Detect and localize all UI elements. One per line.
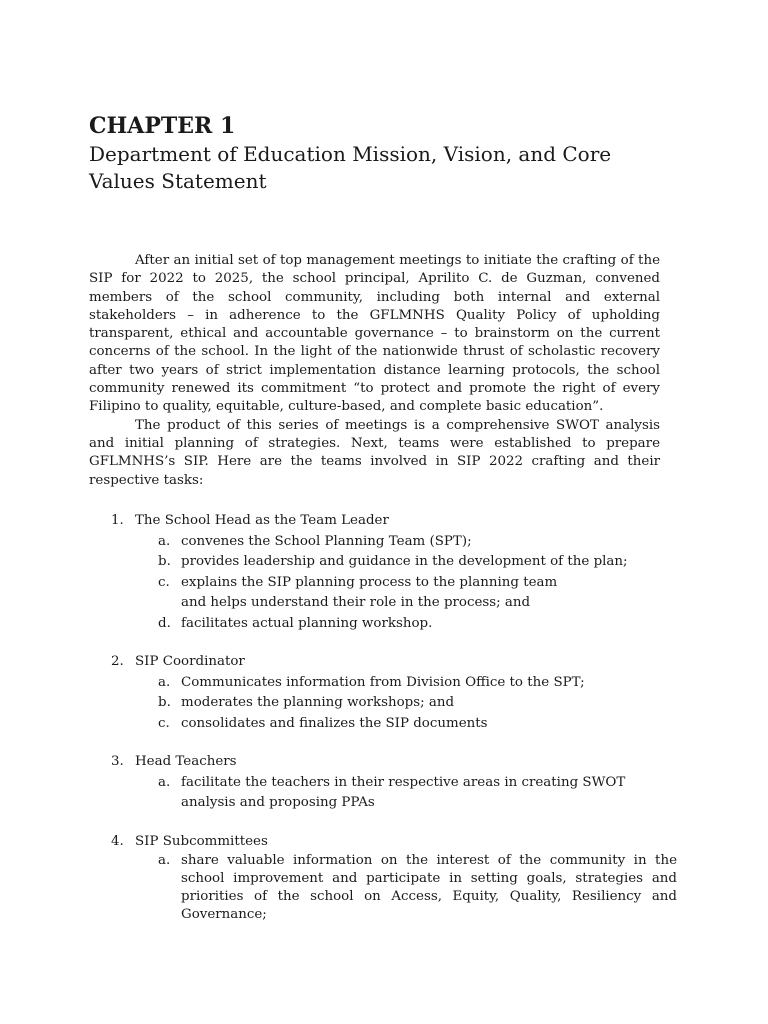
task-letter: b.	[158, 554, 171, 569]
task-item	[89, 573, 586, 614]
task-text: explains the SIP planning process to the planning team and helps understand their role in the process; and	[181, 574, 558, 610]
task-text: share valuable information on the interest of the community in the school improvement and participate in setting goals, strategies and priorities of the school on Access, Equity, Quality, Resiliency and Governance;	[181, 853, 677, 922]
task-item	[89, 532, 677, 553]
team-number: 1.	[111, 513, 124, 528]
team-title	[89, 752, 677, 773]
task-list	[89, 532, 677, 635]
task-letter: a.	[158, 774, 171, 790]
task-letter: a.	[158, 853, 171, 868]
task-item	[89, 714, 677, 735]
team-item	[89, 752, 677, 814]
team-title-text: SIP Coordinator	[135, 654, 245, 669]
team-item	[89, 832, 677, 925]
team-title-text: SIP Subcommittees	[135, 833, 268, 849]
team-number: 4.	[111, 833, 124, 849]
task-letter: d.	[158, 615, 171, 631]
task-letter: c.	[158, 574, 170, 590]
task-text: facilitate the teachers in their respective areas in creating SWOT analysis and proposing PPAs	[181, 774, 626, 810]
task-letter: c.	[158, 715, 170, 731]
task-item	[89, 673, 677, 694]
task-item	[89, 852, 677, 924]
intro-text	[89, 252, 660, 490]
team-item	[89, 652, 677, 734]
task-letter: a.	[158, 533, 171, 549]
team-number: 2.	[111, 654, 124, 669]
task-list	[89, 852, 677, 924]
task-item	[89, 552, 677, 573]
paragraph: After an initial set of top management meetings to initiate the crafting of the SIP for 2022 to 2025, the school principal, Aprilito C. de Guzman, convened members of the school community, including both internal and external stakeholders – in adherence to the GFLMNHS Quality Policy of upholding transparent, ethical and accountable governance – to brainstorm on the current concerns of the school. In the light of the nationwide thrust of scholastic recovery after two years of strict implementation distance learning protocols, the school community renewed its commitment “to protect and promote the right of every Filipino to quality, equitable, culture-based, and complete basic education”.	[89, 253, 660, 415]
task-list	[89, 773, 677, 814]
task-letter: b.	[158, 695, 171, 710]
task-item	[89, 614, 677, 635]
chapter-title: Department of Education Mission, Vision, and Core Values Statement	[89, 142, 612, 193]
task-item	[89, 773, 677, 814]
task-text: convenes the School Planning Team (SPT);	[181, 533, 472, 549]
team-title-text: The School Head as the Team Leader	[135, 513, 389, 528]
team-item	[89, 511, 677, 634]
team-title	[89, 832, 677, 853]
team-title	[89, 652, 677, 673]
task-letter: a.	[158, 674, 171, 690]
team-title-text: Head Teachers	[135, 754, 237, 769]
chapter-label: CHAPTER 1	[89, 113, 236, 139]
task-text: provides leadership and guidance in the development of the plan;	[181, 554, 628, 569]
team-title	[89, 511, 677, 532]
task-item	[89, 693, 677, 714]
task-text: facilitates actual planning workshop.	[181, 615, 433, 631]
teams-list	[89, 511, 677, 942]
paragraph: The product of this series of meetings is a comprehensive SWOT analysis and initial planning of strategies. Next, teams were established to prepare GFLMNHS’s SIP. Here are the teams involved in SIP 2022 crafting and their respective tasks:	[89, 417, 660, 488]
team-number: 3.	[111, 754, 124, 769]
task-text: consolidates and finalizes the SIP documents	[181, 715, 488, 731]
task-list	[89, 673, 677, 735]
task-text: moderates the planning workshops; and	[181, 695, 455, 710]
task-text: Communicates information from Division Office to the SPT;	[181, 674, 585, 690]
